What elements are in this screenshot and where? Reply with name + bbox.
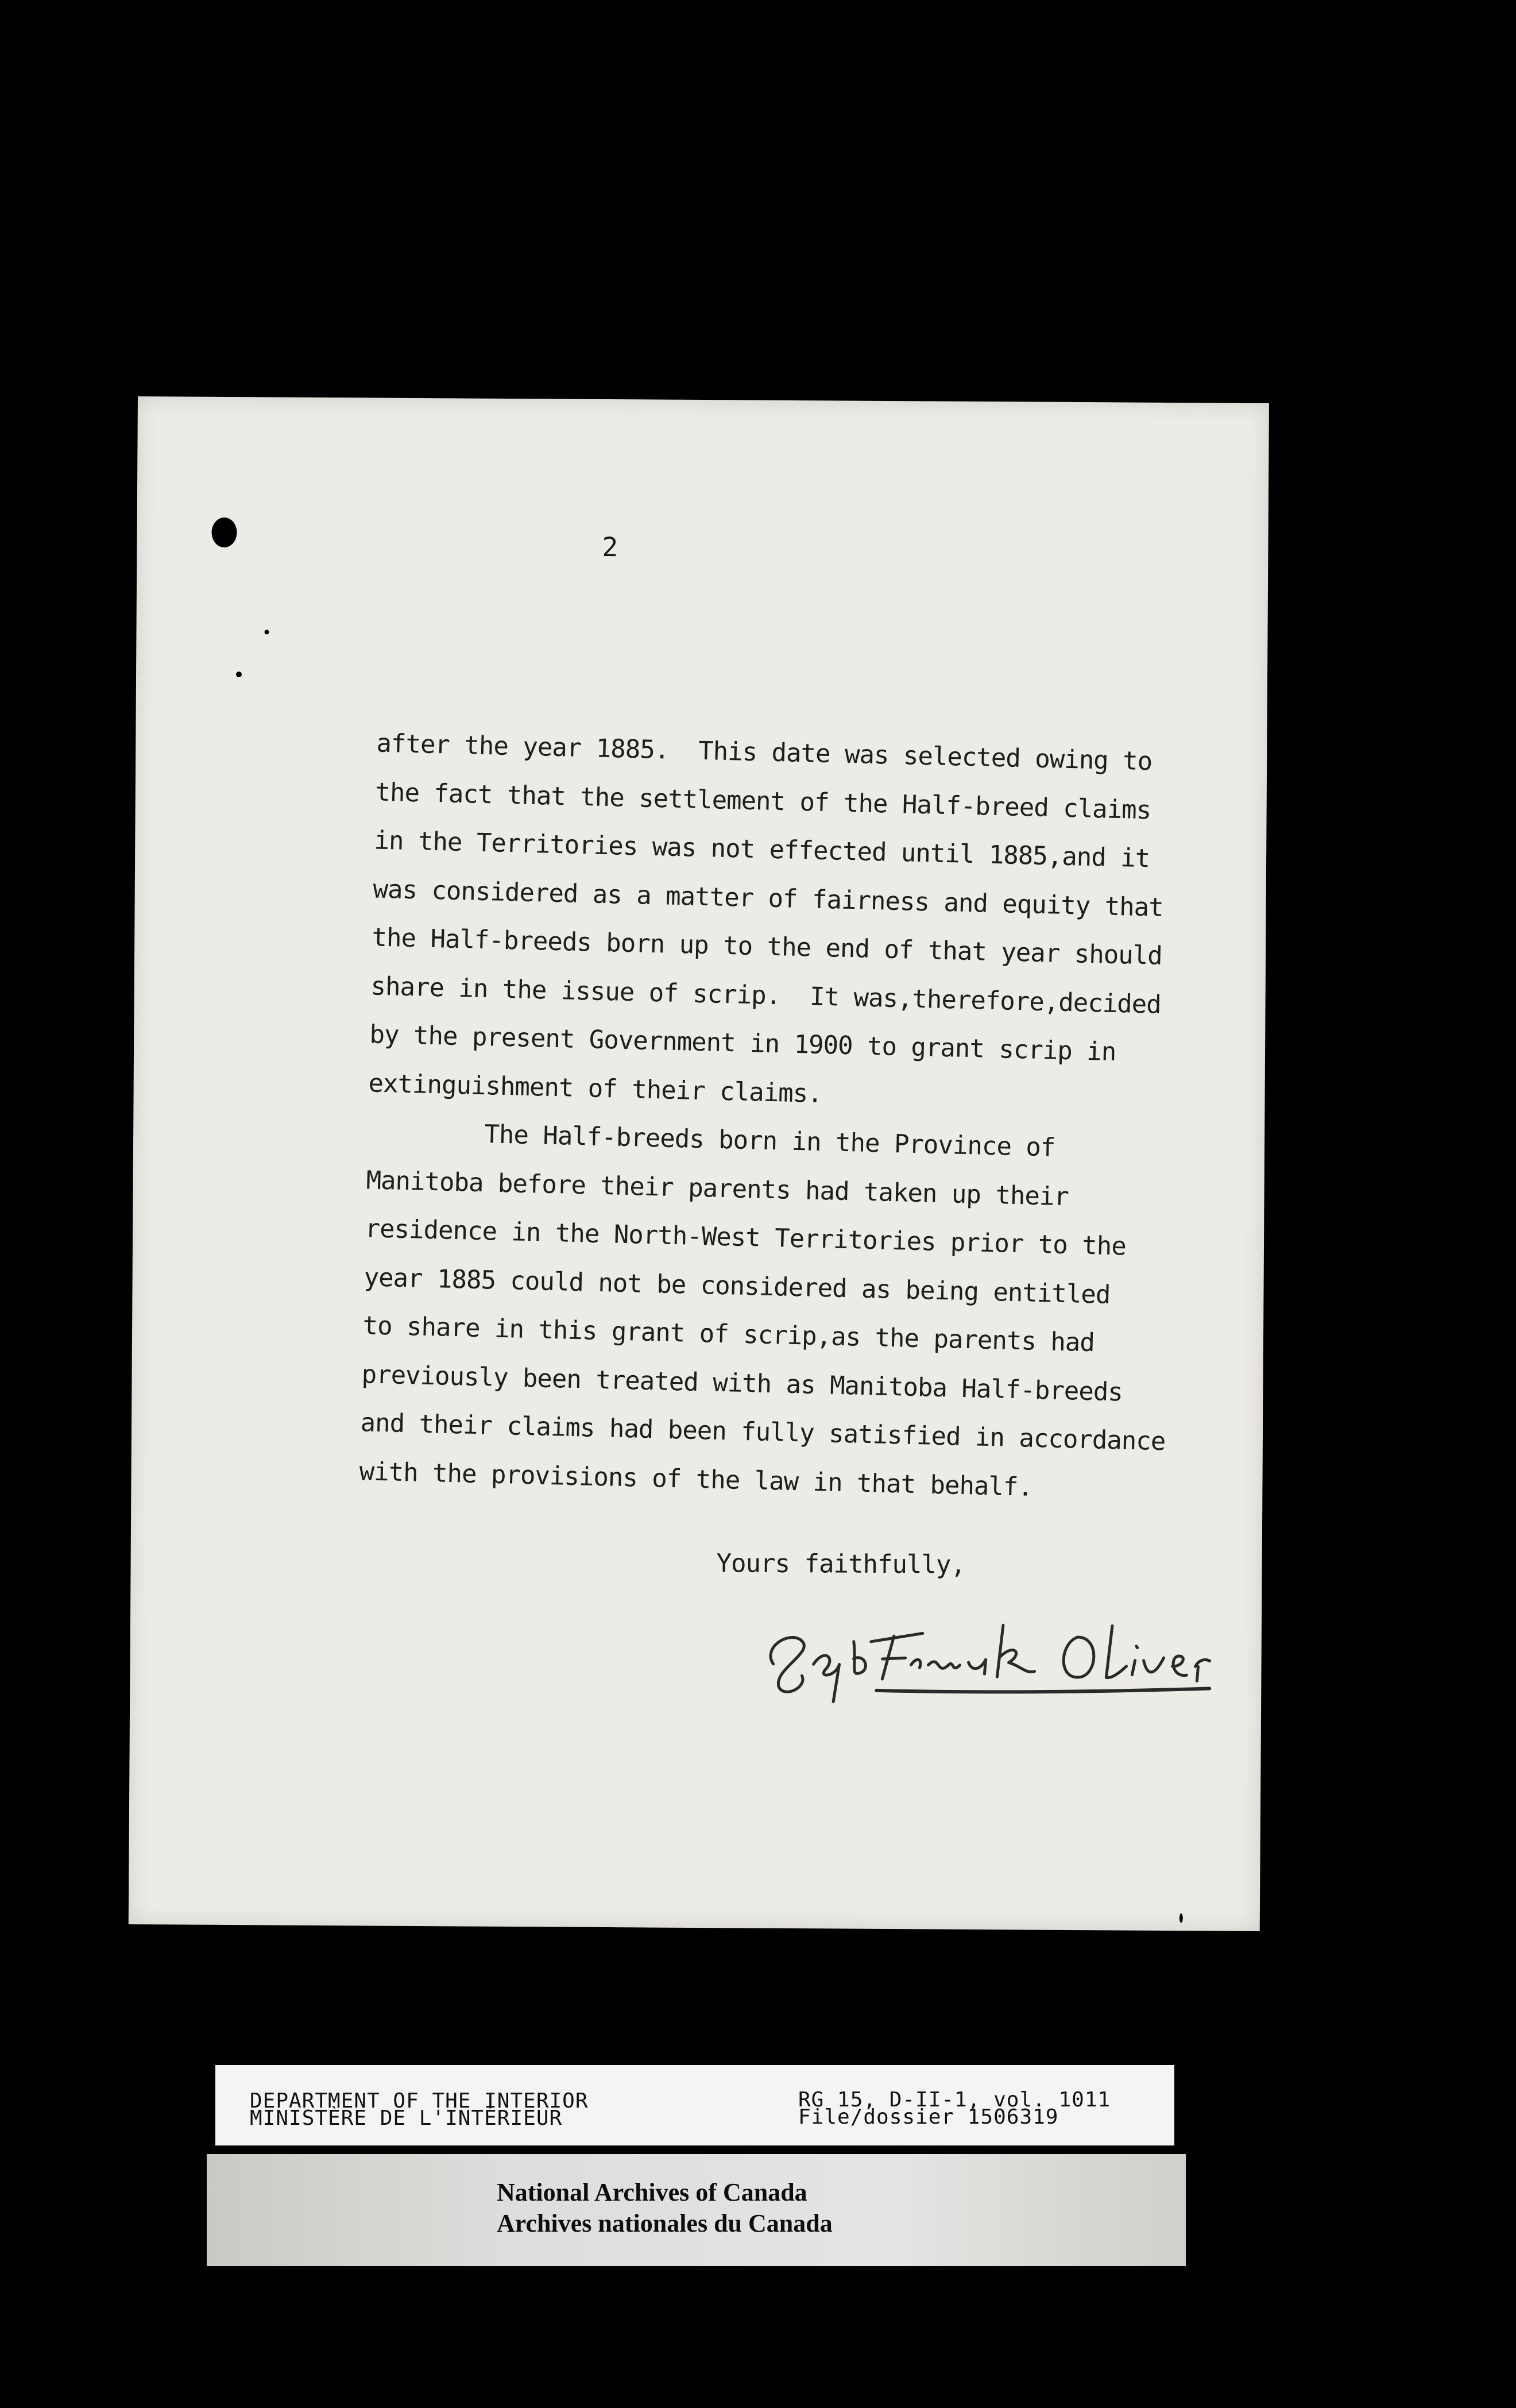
department-name-fr: MINISTÈRE DE L'INTÉRIEUR [250, 2106, 563, 2130]
punch-hole-mark [211, 518, 237, 547]
body-line: residence in the North-West Territories prior to the [365, 1214, 1127, 1261]
letter-body [359, 720, 1215, 1516]
document-page [129, 396, 1269, 1931]
body-line: and their claims had been fully satisfied in accordance [360, 1408, 1166, 1457]
ink-dot [264, 630, 269, 634]
body-line: in the Territories was not effected until 1885,and it [374, 825, 1150, 874]
ink-dot [1179, 1913, 1183, 1923]
reference-label [798, 2088, 1111, 2129]
closing-salutation: Yours faithfully, [716, 1549, 966, 1580]
page-number: 2 [602, 531, 618, 563]
body-line: previously been treated with as Manitoba Half-breeds [361, 1359, 1123, 1407]
body-line: The Half-breeds born in the Province of [367, 1117, 1055, 1163]
body-line: year 1885 could not be considered as being entitled [363, 1262, 1111, 1310]
body-line: the Half-breeds born up to the end of that year should [372, 923, 1163, 971]
file-number: File/dossier 1506319 [798, 2105, 1059, 2129]
body-line: share in the issue of scrip. It was,therefore,decided [370, 971, 1162, 1020]
archive-reference-strip [215, 2065, 1174, 2145]
body-line: Manitoba before their parents had taken up their [366, 1165, 1069, 1211]
ink-dot [236, 672, 242, 677]
body-line: after the year 1885. This date was selected owing to [376, 728, 1153, 777]
body-line: was considered as a matter of fairness and equity that [373, 874, 1164, 923]
body-line: by the present Government in 1900 to grant scrip in [369, 1020, 1116, 1067]
institution-name [497, 2177, 833, 2239]
archive-institution-strip [207, 2154, 1186, 2266]
body-line: the fact that the settlement of the Half-breed claims [375, 777, 1151, 825]
body-line: with the provisions of the law in that behalf. [359, 1456, 1033, 1502]
body-line: to share in this grant of scrip,as the parents had [362, 1311, 1095, 1358]
body-line: extinguishment of their claims. [368, 1068, 823, 1109]
institution-name-fr: Archives nationales du Canada [497, 2209, 833, 2237]
department-name-en: DEPARTMENT OF THE INTERIOR [250, 2089, 589, 2113]
institution-name-en: National Archives of Canada [497, 2178, 807, 2206]
department-label [250, 2089, 589, 2130]
record-group-reference: RG 15, D-II-1, vol. 1011 [798, 2088, 1111, 2112]
handwritten-signature [738, 1577, 1221, 1707]
